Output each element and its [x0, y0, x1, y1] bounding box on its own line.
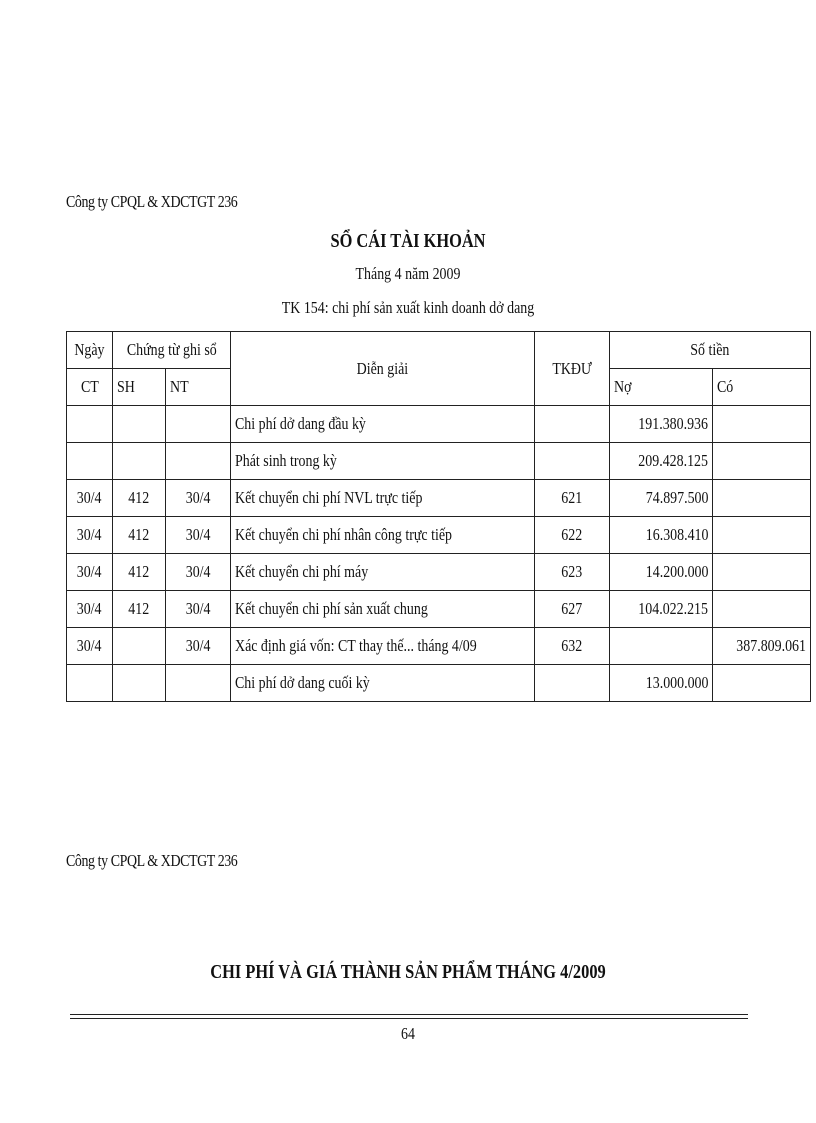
cell-desc	[231, 554, 535, 591]
cell-ngay	[67, 480, 113, 517]
cell-no-text: 16.308.410	[645, 525, 709, 544]
cell-no-text: 74.897.500	[645, 488, 709, 507]
ledger-title-wrap	[0, 230, 816, 253]
header-dien-giai-cell	[231, 332, 535, 406]
period: Tháng 4 năm 2009	[355, 264, 461, 283]
header-dien-giai: Diễn giải	[357, 358, 409, 378]
cell-no	[610, 517, 713, 554]
cell-tk-text: 632	[561, 636, 583, 655]
cell-nt-text: 30/4	[185, 636, 211, 655]
ledger-title: SỔ CÁI TÀI KHOẢN	[330, 230, 486, 252]
cell-tk	[535, 443, 610, 480]
header-sh: SH	[116, 377, 135, 396]
cell-desc	[231, 480, 535, 517]
cell-nt	[165, 443, 231, 480]
cell-tk	[535, 480, 610, 517]
table-row	[67, 554, 811, 591]
table-row	[67, 406, 811, 443]
cell-tk	[535, 554, 610, 591]
cell-no	[610, 628, 713, 665]
cell-tk-text: 622	[561, 525, 583, 544]
header-co-cell	[713, 369, 811, 406]
cell-no-text: 191.380.936	[638, 414, 709, 433]
period-wrap	[0, 264, 816, 284]
cell-desc	[231, 591, 535, 628]
page-number-wrap	[0, 1024, 816, 1044]
cell-co	[713, 443, 811, 480]
cell-ngay-text: 30/4	[77, 562, 102, 581]
footer-company-name: Công ty CPQL & XDCTGT 236	[66, 851, 238, 870]
cell-nt	[165, 406, 231, 443]
cell-co	[713, 554, 811, 591]
cell-no-text: 14.200.000	[645, 562, 709, 581]
header-ngay-cell	[67, 332, 113, 369]
cell-tk	[535, 406, 610, 443]
table-row	[67, 665, 811, 702]
footer-rule-bottom	[70, 1018, 748, 1019]
cell-ngay	[67, 406, 113, 443]
cell-nt	[165, 591, 231, 628]
header-ngay: Ngày	[74, 340, 105, 359]
footer-title-wrap	[0, 961, 816, 984]
cell-ngay-text: 30/4	[77, 525, 102, 544]
header-nt-cell	[165, 369, 231, 406]
cell-sh	[112, 628, 165, 665]
cell-nt	[165, 480, 231, 517]
cell-ngay	[67, 628, 113, 665]
header-co: Có	[717, 377, 734, 396]
ledger-body	[67, 406, 811, 702]
header-tkdu-cell	[535, 332, 610, 406]
cell-sh-text: 412	[128, 562, 150, 581]
header-chung-tu-cell	[112, 332, 231, 369]
table-row	[67, 443, 811, 480]
cell-no-text: 104.022.215	[638, 599, 709, 618]
cell-tk	[535, 628, 610, 665]
cell-sh-text: 412	[128, 599, 150, 618]
cell-desc-text: Kết chuyển chi phí nhân công trực tiếp	[235, 525, 453, 544]
cell-desc-text: Kết chuyển chi phí sản xuất chung	[235, 599, 429, 618]
cell-no	[610, 406, 713, 443]
header-chung-tu: Chứng từ ghi sổ	[126, 340, 217, 359]
cell-co	[713, 406, 811, 443]
cell-nt	[165, 517, 231, 554]
cell-sh	[112, 406, 165, 443]
cell-no	[610, 554, 713, 591]
header-no-cell	[610, 369, 713, 406]
cell-ngay	[67, 665, 113, 702]
cell-nt-text: 30/4	[185, 488, 211, 507]
header-no: Nợ	[614, 377, 632, 396]
cell-sh-text: 412	[128, 525, 150, 544]
cell-sh	[112, 665, 165, 702]
cell-desc	[231, 665, 535, 702]
cell-no	[610, 443, 713, 480]
cell-sh	[112, 591, 165, 628]
cell-nt	[165, 554, 231, 591]
header-ct-cell	[67, 369, 113, 406]
cell-nt	[165, 665, 231, 702]
cell-ngay	[67, 591, 113, 628]
cell-tk-text: 621	[561, 488, 583, 507]
table-row	[67, 480, 811, 517]
cell-desc-text: Kết chuyển chi phí NVL trực tiếp	[235, 488, 423, 507]
cell-co	[713, 591, 811, 628]
cell-tk	[535, 517, 610, 554]
cell-desc-text: Phát sinh trong kỳ	[235, 451, 338, 470]
cell-nt-text: 30/4	[185, 562, 211, 581]
header-row-1	[67, 332, 811, 369]
account-name: TK 154: chi phí sản xuất kinh doanh dở dang	[281, 298, 535, 317]
table-row	[67, 517, 811, 554]
ledger-table	[66, 331, 811, 702]
cell-co	[713, 628, 811, 665]
cell-ngay	[67, 517, 113, 554]
cell-no-text: 209.428.125	[638, 451, 709, 470]
cell-sh	[112, 480, 165, 517]
cell-tk-text: 623	[561, 562, 583, 581]
cell-ngay	[67, 554, 113, 591]
cell-sh	[112, 443, 165, 480]
cell-ngay-text: 30/4	[77, 488, 102, 507]
cell-co	[713, 480, 811, 517]
footer-rule-top	[70, 1014, 748, 1015]
cell-co	[713, 665, 811, 702]
cell-desc-text: Chi phí dở dang cuối kỳ	[235, 673, 371, 692]
cell-desc-text: Kết chuyển chi phí máy	[235, 562, 369, 581]
cell-nt	[165, 628, 231, 665]
cell-ngay	[67, 443, 113, 480]
cell-tk-text: 627	[561, 599, 583, 618]
header-ct: CT	[80, 377, 99, 396]
cell-sh	[112, 554, 165, 591]
table-row	[67, 591, 811, 628]
account-wrap	[0, 298, 816, 318]
cell-sh-text: 412	[128, 488, 150, 507]
page-number: 64	[401, 1024, 415, 1043]
cell-no-text: 13.000.000	[645, 673, 709, 692]
table-row	[67, 628, 811, 665]
cell-co	[713, 517, 811, 554]
cell-nt-text: 30/4	[185, 525, 211, 544]
cell-desc	[231, 406, 535, 443]
cell-desc-text: Chi phí dở dang đầu kỳ	[235, 414, 367, 433]
cell-ngay-text: 30/4	[77, 636, 102, 655]
cell-desc-text: Xác định giá vốn: CT thay thế... tháng 4/09	[235, 636, 478, 655]
header-sh-cell	[112, 369, 165, 406]
cell-desc	[231, 443, 535, 480]
cell-ngay-text: 30/4	[77, 599, 102, 618]
header-nt: NT	[169, 377, 189, 396]
header-so-tien: Số tiền	[690, 340, 730, 359]
cell-no	[610, 665, 713, 702]
cell-tk	[535, 591, 610, 628]
cell-nt-text: 30/4	[185, 599, 211, 618]
cell-co-text: 387.809.061	[736, 636, 807, 655]
cell-tk	[535, 665, 610, 702]
cell-no	[610, 591, 713, 628]
footer-title: CHI PHÍ VÀ GIÁ THÀNH SẢN PHẨM THÁNG 4/2009	[210, 961, 606, 983]
cell-desc	[231, 517, 535, 554]
cell-sh	[112, 517, 165, 554]
header-so-tien-cell	[610, 332, 811, 369]
cell-desc	[231, 628, 535, 665]
cell-no	[610, 480, 713, 517]
header-tkdu: TKĐƯ	[552, 358, 592, 378]
company-name: Công ty CPQL & XDCTGT 236	[66, 192, 238, 211]
